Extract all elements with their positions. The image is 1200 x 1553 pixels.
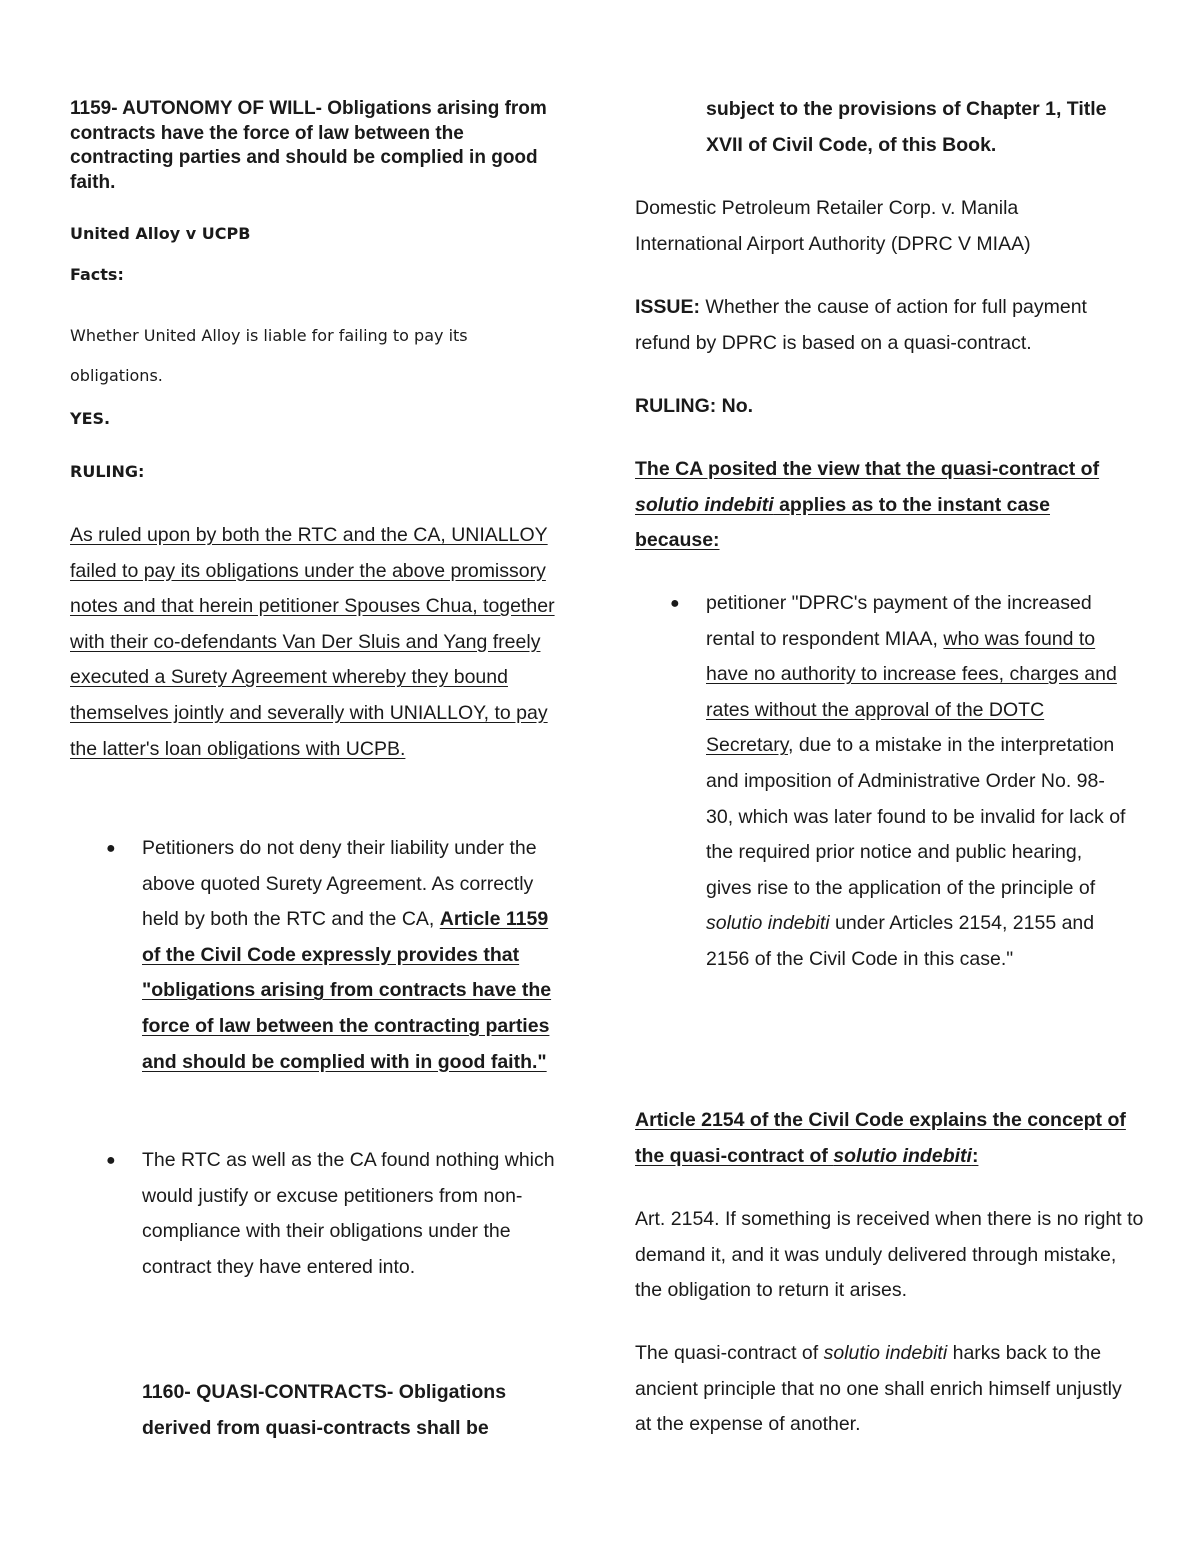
bullet-item-2 xyxy=(106,1143,567,1285)
case-title-united-alloy: United Alloy v UCPB xyxy=(70,224,251,243)
article-2154-text: Art. 2154. If something is received when there is no right to demand it, and it was unduly delivered through mistake, the obligation to return it arises. xyxy=(635,1208,1144,1302)
bullet-2-text: The RTC as well as the CA found nothing which would justify or excuse petitioners from non-compliance with their obligations under the contract they have entered into. xyxy=(142,1149,555,1278)
quasi-text-2: harks back to the ancient principle that no one shall enrich himself unjustly at the expense of another. xyxy=(635,1342,1122,1436)
dprc-bullet-text-1: petitioner "DPRC's payment of the increased rental to respondent MIAA, xyxy=(706,592,1092,650)
case-title-dprc-v-miaa: Domestic Petroleum Retailer Corp. v. Manila International Airport Authority (DPRC V MIAA) xyxy=(635,197,1031,255)
issue-label: ISSUE: xyxy=(635,296,701,318)
ca-view-text-1: The CA posited the view that the quasi-contract of xyxy=(635,458,1100,480)
ca-view-heading xyxy=(635,452,1110,559)
dprc-bullet-text-3: under Articles 2154, 2155 and 2156 of the Civil Code in this case." xyxy=(706,912,1095,970)
ca-view-italic: solutio indebiti xyxy=(635,493,774,516)
art-heading-text-2: : xyxy=(971,1144,979,1167)
issue-paragraph xyxy=(635,290,1130,361)
article-1160-heading-part2: subject to the provisions of Chapter 1, Title XVII of Civil Code, of this Book. xyxy=(706,98,1107,156)
dprc-bullet-text-2: , due to a mistake in the interpretation and imposition of Administrative Order No. 98-30, which was later found to be invalid for lack of the required prior notice and public hearing, gives rise to the application of the principle of xyxy=(706,734,1126,899)
bullet-1-article-quote: Article 1159 of the Civil Code expressly provides that "obligations arising from contracts have the force of law between the contracting parties and should be complied with in good faith." xyxy=(142,908,552,1073)
ruling-text: As ruled upon by both the RTC and the CA, UNIALLOY failed to pay its obligations under the above promissory notes and that herein petitioner Spouses Chua, together with their co-defendants Van Der Sluis and Yang freely executed a Surety Agreement whereby they bound themselves jointly and severally with UNIALLOY, to pay the latter's loan obligations with UCPB. xyxy=(70,524,555,760)
answer-yes: YES. xyxy=(70,409,111,428)
bullet-dot: ● xyxy=(106,1152,116,1169)
bullet-dot: ● xyxy=(670,595,680,612)
ruling-no: RULING: No. xyxy=(635,395,754,417)
facts-text: Whether United Alloy is liable for failing to pay its obligations. xyxy=(70,326,468,385)
art-heading-text-1: Article 2154 of the Civil Code explains the concept of the quasi-contract of xyxy=(635,1109,1126,1167)
issue-text: Whether the cause of action for full payment refund by DPRC is based on a quasi-contract. xyxy=(635,296,1087,354)
article-1159-heading: 1159- AUTONOMY OF WILL- Obligations arising from contracts have the force of law between the contracting parties and should be complied in good faith. xyxy=(70,98,547,193)
article-1160-heading-part1: 1160- QUASI-CONTRACTS- Obligations derived from quasi-contracts shall be xyxy=(142,1381,507,1439)
bullet-dot: ● xyxy=(106,840,116,857)
bullet-1-text: Petitioners do not deny their liability under the above quoted Surety Agreement. As correctly held by both the RTC and the CA, xyxy=(142,837,537,931)
ca-view-text-2: applies as to the instant case because: xyxy=(635,493,1050,552)
art-heading-italic: solutio indebiti xyxy=(833,1144,972,1167)
dprc-bullet-item xyxy=(670,586,1131,978)
article-2154-heading xyxy=(635,1103,1135,1174)
ruling-label: RULING: xyxy=(70,462,145,481)
bullet-item-1 xyxy=(106,831,567,1080)
quasi-italic: solutio indebiti xyxy=(823,1342,948,1364)
facts-label: Facts: xyxy=(70,265,124,284)
quasi-text-1: The quasi-contract of xyxy=(635,1342,824,1364)
dprc-bullet-italic: solutio indebiti xyxy=(706,912,830,935)
dprc-bullet-underlined: who was found to have no authority to increase fees, charges and rates without the approval of the DOTC Secretary xyxy=(706,627,1117,757)
quasi-contract-paragraph xyxy=(635,1336,1135,1443)
